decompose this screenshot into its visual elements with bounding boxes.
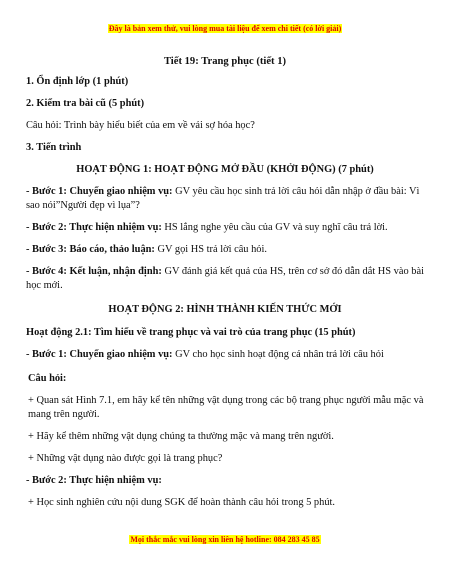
document-body xyxy=(26,55,424,510)
preview-banner xyxy=(0,24,450,33)
hotline-banner xyxy=(0,535,450,544)
section-2-question: Câu hỏi: Trình bày hiểu biết của em về vải sợ hóa học? xyxy=(26,120,255,131)
step-label: - Bước 4: Kết luận, nhận định: xyxy=(26,266,162,277)
step-text: HS lắng nghe yêu cầu của GV và suy nghĩ câu trả lời. xyxy=(161,222,388,233)
step-text: GV yêu cầu học sinh trả lời câu hỏi dẫn nhập ở đầu bài: Vì sao nói”Người đẹp vì lụa”? xyxy=(26,186,420,211)
step-label: - Bước 3: Báo cáo, thảo luận: xyxy=(26,244,155,255)
step-text: GV cho học sinh hoạt động cá nhân trả lời câu hỏi xyxy=(172,349,384,360)
activity-2-title: HOẠT ĐỘNG 2: HÌNH THÀNH KIẾN THỨC MỚI xyxy=(108,304,342,315)
activity-2-1-step-2-text: + Học sinh nghiên cứu nội dung SGK để hoàn thành câu hỏi trong 5 phút. xyxy=(28,497,336,508)
step-label: - Bước 1: Chuyển giao nhiệm vụ: xyxy=(26,186,173,197)
question-3: + Những vật dụng nào được gọi là trang phục? xyxy=(28,453,223,464)
step-text: GV đánh giá kết quả của HS, trên cơ sở đó dẫn dắt HS vào bài học mới. xyxy=(26,266,424,291)
section-2-heading: 2. Kiểm tra bài cũ (5 phút) xyxy=(26,98,145,109)
step-text: GV gọi HS trả lời câu hỏi. xyxy=(154,244,267,255)
activity-1-step-3 xyxy=(26,243,424,257)
step-label: - Bước 2: Thực hiện nhiệm vụ: xyxy=(26,222,162,233)
activity-1-title: HOẠT ĐỘNG 1: HOẠT ĐỘNG MỞ ĐẦU (KHỞI ĐỘNG) (7 phút) xyxy=(76,164,374,175)
question-2: + Hãy kể thêm những vật dụng chúng ta thường mặc và mang trên người. xyxy=(28,431,334,442)
activity-2-1-title: Hoạt động 2.1: Tìm hiểu về trang phục và vai trò của trang phục (15 phút) xyxy=(26,327,356,338)
question-1: + Quan sát Hình 7.1, em hãy kể tên những vật dụng trong các bộ trang phục người mẫu mặc và mang trên người. xyxy=(28,395,424,420)
hotline-banner-text: Mọi thắc mắc vui lòng xin liên hệ hotline: 084 283 45 85 xyxy=(130,535,320,544)
lesson-title: Tiết 19: Trang phục (tiết 1) xyxy=(163,56,287,67)
activity-1-step-1 xyxy=(26,185,424,213)
questions-label: Câu hỏi: xyxy=(28,373,67,384)
preview-banner-text: Đây là bản xem thử, vui lòng mua tài liệu để xem chi tiết (có lời giải) xyxy=(108,24,342,33)
section-1-heading: 1. Ổn định lớp (1 phút) xyxy=(26,76,129,87)
activity-1-step-4 xyxy=(26,265,424,293)
section-3-heading: 3. Tiến trình xyxy=(26,142,82,153)
step-label: - Bước 1: Chuyển giao nhiệm vụ: xyxy=(26,349,173,360)
activity-2-1-step-1 xyxy=(26,348,424,362)
activity-2-1-step-2-label: - Bước 2: Thực hiện nhiệm vụ: xyxy=(26,475,162,486)
activity-1-step-2 xyxy=(26,221,424,235)
